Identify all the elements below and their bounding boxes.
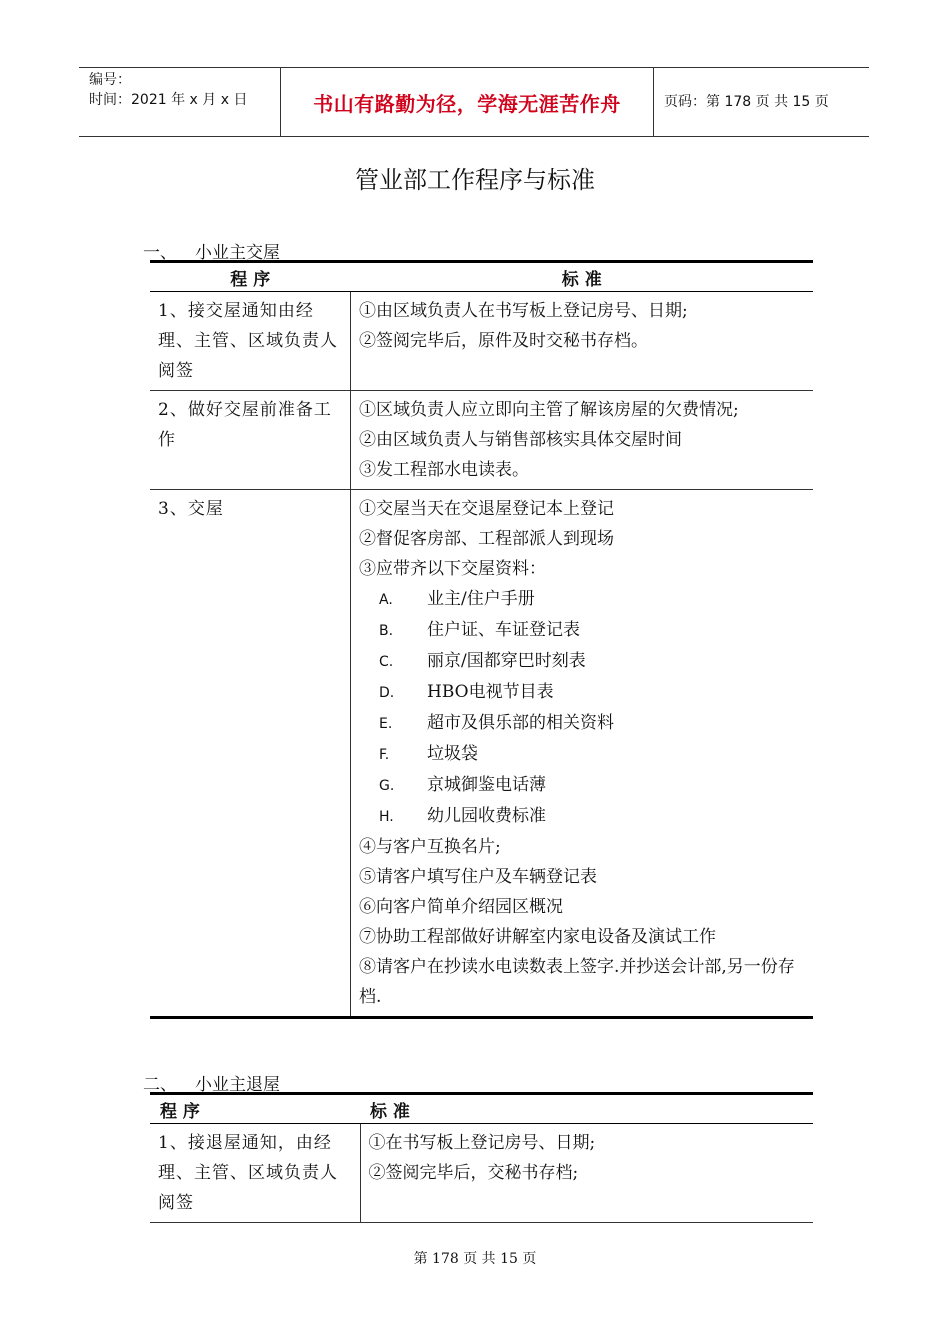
- standard-line: ②督促客房部、工程部派人到现场: [359, 529, 614, 549]
- page-header: [79, 67, 869, 137]
- header-meta: [79, 68, 281, 136]
- item-text: 住户证、车证登记表: [427, 620, 580, 640]
- page-footer: 第 178 页 共 15 页: [413, 1251, 537, 1267]
- section-1-table: [150, 260, 813, 1019]
- time-label: 时间：2021 年 x 月 x 日: [89, 92, 248, 108]
- item-letter: B.: [379, 623, 394, 639]
- standard-line: ①交屋当天在交退屋登记本上登记: [359, 499, 614, 519]
- section-2-title: 小业主退屋: [195, 1075, 280, 1095]
- material-item: [359, 677, 807, 708]
- item-text: 垃圾袋: [427, 744, 478, 764]
- table-row: [150, 292, 813, 391]
- standard-line: ⑤请客户填写住户及车辆登记表: [359, 867, 597, 887]
- page-title: 管业部工作程序与标准: [355, 166, 595, 194]
- table-header-row: [150, 1094, 813, 1124]
- standard-line: ②签阅完毕后，交秘书存档;: [368, 1163, 579, 1183]
- page-label: 页码：第 178 页 共 15 页: [664, 94, 829, 110]
- standard-cell: [351, 292, 814, 391]
- header-motto-cell: [281, 68, 654, 136]
- standard-cell: [351, 391, 814, 490]
- standard-line: ②由区域负责人与销售部核实具体交屋时间: [359, 430, 682, 450]
- item-letter: A.: [379, 592, 393, 608]
- standard-line: ③应带齐以下交屋资料：: [359, 559, 546, 579]
- table-row: [150, 391, 813, 490]
- motto: 书山有路勤为径，学海无涯苦作舟: [313, 91, 621, 116]
- item-text: HBO电视节目表: [427, 682, 554, 702]
- material-item: [359, 646, 807, 677]
- section-2-table: [150, 1092, 813, 1223]
- procedure-cell: 1、接交屋通知由经理、主管、区域负责人阅签: [150, 292, 351, 391]
- table-row: [150, 1124, 813, 1223]
- material-item: [359, 739, 807, 770]
- section-1-title: 小业主交屋: [195, 243, 280, 263]
- material-item: [359, 770, 807, 801]
- item-letter: F.: [379, 747, 390, 763]
- item-text: 丽京/国都穿巴时刻表: [427, 651, 586, 671]
- procedure-cell: 3、交屋: [150, 490, 351, 1018]
- item-text: 幼儿园收费标准: [427, 806, 546, 826]
- material-item: [359, 615, 807, 646]
- item-text: 业主/住户手册: [427, 589, 535, 609]
- standard-line: ①在书写板上登记房号、日期;: [368, 1133, 596, 1153]
- column-header-standard: 标 准: [360, 1094, 813, 1124]
- section-2-number: 二、: [143, 1075, 177, 1095]
- material-item: [359, 801, 807, 832]
- material-item: [359, 708, 807, 739]
- standard-cell: [351, 490, 814, 1018]
- standard-line: ⑦协助工程部做好讲解室内家电设备及演试工作: [359, 927, 716, 947]
- item-letter: H.: [379, 809, 394, 825]
- table-header-row: [150, 262, 813, 292]
- header-page-cell: [654, 68, 869, 136]
- standard-cell: [360, 1124, 813, 1223]
- item-text: 超市及俱乐部的相关资料: [427, 713, 614, 733]
- standard-line: ①区域负责人应立即向主管了解该房屋的欠费情况;: [359, 400, 739, 420]
- standard-line: ④与客户互换名片;: [359, 837, 501, 857]
- table-row: [150, 490, 813, 1018]
- section-1-number: 一、: [143, 243, 177, 263]
- column-header-standard: 标 准: [351, 262, 814, 292]
- item-letter: D.: [379, 685, 395, 701]
- item-text: 京城御鉴电话薄: [427, 775, 546, 795]
- procedure-cell: 1、接退屋通知，由经理、主管、区域负责人阅签: [150, 1124, 360, 1223]
- material-item: [359, 584, 807, 615]
- item-letter: C.: [379, 654, 394, 670]
- item-letter: E.: [379, 716, 393, 732]
- standard-line: ③发工程部水电读表。: [359, 460, 529, 480]
- standard-line: ⑧请客户在抄读水电读数表上签字.并抄送会计部,另一份存档.: [359, 957, 795, 1007]
- standard-line: ②签阅完毕后，原件及时交秘书存档。: [359, 331, 648, 351]
- column-header-procedure: 程 序: [150, 1094, 360, 1124]
- standard-line: ⑥向客户简单介绍园区概况: [359, 897, 563, 917]
- column-header-procedure: 程 序: [150, 262, 351, 292]
- number-label: 编号：: [89, 72, 131, 88]
- item-letter: G.: [379, 778, 395, 794]
- standard-line: ①由区域负责人在书写板上登记房号、日期;: [359, 301, 688, 321]
- procedure-cell: 2、做好交屋前准备工作: [150, 391, 351, 490]
